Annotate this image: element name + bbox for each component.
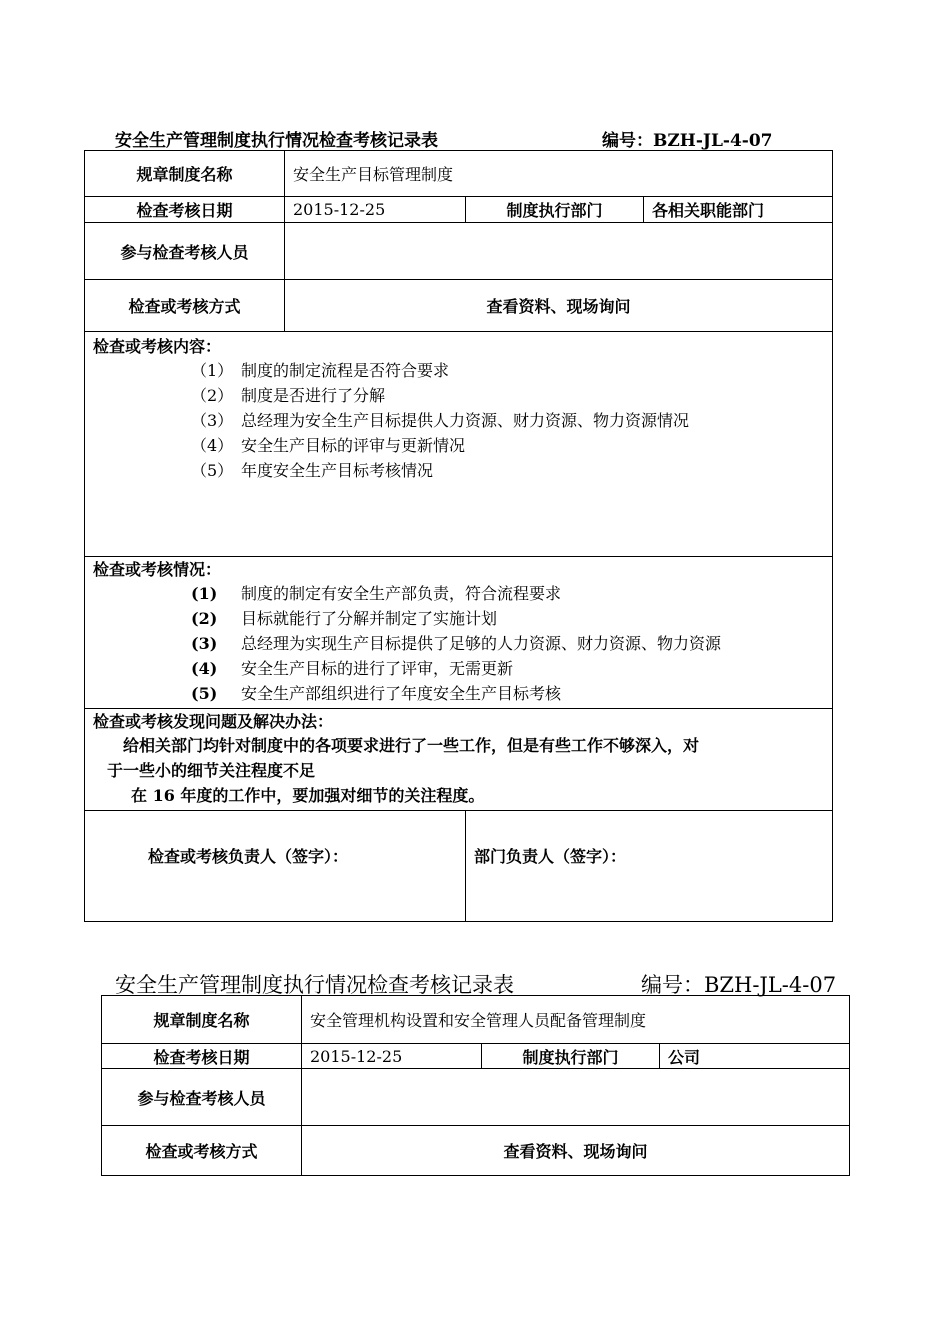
- form2-code: 编号：BZH-JL-4-07: [641, 973, 837, 997]
- method-value: 查看资料、现场询问: [302, 1126, 850, 1176]
- rule-name-label: 规章制度名称: [102, 996, 302, 1044]
- problems-section: [85, 709, 833, 811]
- situation-title: 检查或考核情况：: [93, 560, 222, 579]
- content-item: （4） 安全生产目标的评审与更新情况: [191, 436, 466, 455]
- situation-section: [85, 557, 833, 709]
- participants-label: 参与检查考核人员: [85, 223, 285, 280]
- inspector-signature-label: 检查或考核负责人（签字）：: [148, 847, 349, 866]
- rule-name-value: 安全生产目标管理制度: [285, 151, 833, 197]
- form1-title: 安全生产管理制度执行情况检查考核记录表: [115, 131, 438, 151]
- date-label: 检查考核日期: [102, 1044, 302, 1069]
- rule-name-label: 规章制度名称: [85, 151, 285, 197]
- content-item: （3） 总经理为安全生产目标提供人力资源、财力资源、物力资源情况: [191, 411, 690, 430]
- dept-value: 各相关职能部门: [644, 197, 833, 223]
- situation-item: (3) 总经理为实现生产目标提供了足够的人力资源、财力资源、物力资源: [191, 634, 722, 653]
- participants-value: [302, 1069, 850, 1126]
- method-value: 查看资料、现场询问: [285, 280, 833, 332]
- dept-value: 公司: [660, 1044, 850, 1069]
- form2-title: 安全生产管理制度执行情况检查考核记录表: [115, 973, 514, 997]
- dept-head-signature-cell: [466, 811, 833, 922]
- form2-table: [101, 995, 850, 1176]
- inspector-signature-cell: [85, 811, 466, 922]
- participants-label: 参与检查考核人员: [102, 1069, 302, 1126]
- situation-item: (5) 安全生产部组织进行了年度安全生产目标考核: [191, 684, 562, 703]
- participants-value: [285, 223, 833, 280]
- date-label: 检查考核日期: [85, 197, 285, 223]
- date-value: 2015-12-25: [302, 1044, 482, 1069]
- problems-title: 检查或考核发现问题及解决办法：: [93, 712, 334, 731]
- problems-line: 给相关部门均针对制度中的各项要求进行了一些工作，但是有些工作不够深入，对: [123, 736, 700, 755]
- situation-item: (2) 目标就能行了分解并制定了实施计划: [191, 609, 498, 628]
- form1-table: [84, 150, 833, 922]
- problems-line: 在 16 年度的工作中，要加强对细节的关注程度。: [131, 786, 485, 805]
- method-label: 检查或考核方式: [102, 1126, 302, 1176]
- situation-item: (1) 制度的制定有安全生产部负责，符合流程要求: [191, 584, 562, 603]
- content-item: （2） 制度是否进行了分解: [191, 386, 386, 405]
- date-value: 2015-12-25: [285, 197, 466, 223]
- content-section: [85, 332, 833, 557]
- content-item: （5） 年度安全生产目标考核情况: [191, 461, 434, 480]
- content-title: 检查或考核内容：: [93, 337, 222, 356]
- form1-code: 编号：BZH-JL-4-07: [602, 131, 773, 151]
- method-label: 检查或考核方式: [85, 280, 285, 332]
- content-item: （1） 制度的制定流程是否符合要求: [191, 361, 450, 380]
- problems-line: 于一些小的细节关注程度不足: [107, 761, 316, 780]
- rule-name-value: 安全管理机构设置和安全管理人员配备管理制度: [302, 996, 850, 1044]
- dept-label: 制度执行部门: [482, 1044, 660, 1069]
- situation-item: (4) 安全生产目标的进行了评审，无需更新: [191, 659, 514, 678]
- dept-head-signature-label: 部门负责人（签字）：: [474, 847, 627, 866]
- dept-label: 制度执行部门: [466, 197, 644, 223]
